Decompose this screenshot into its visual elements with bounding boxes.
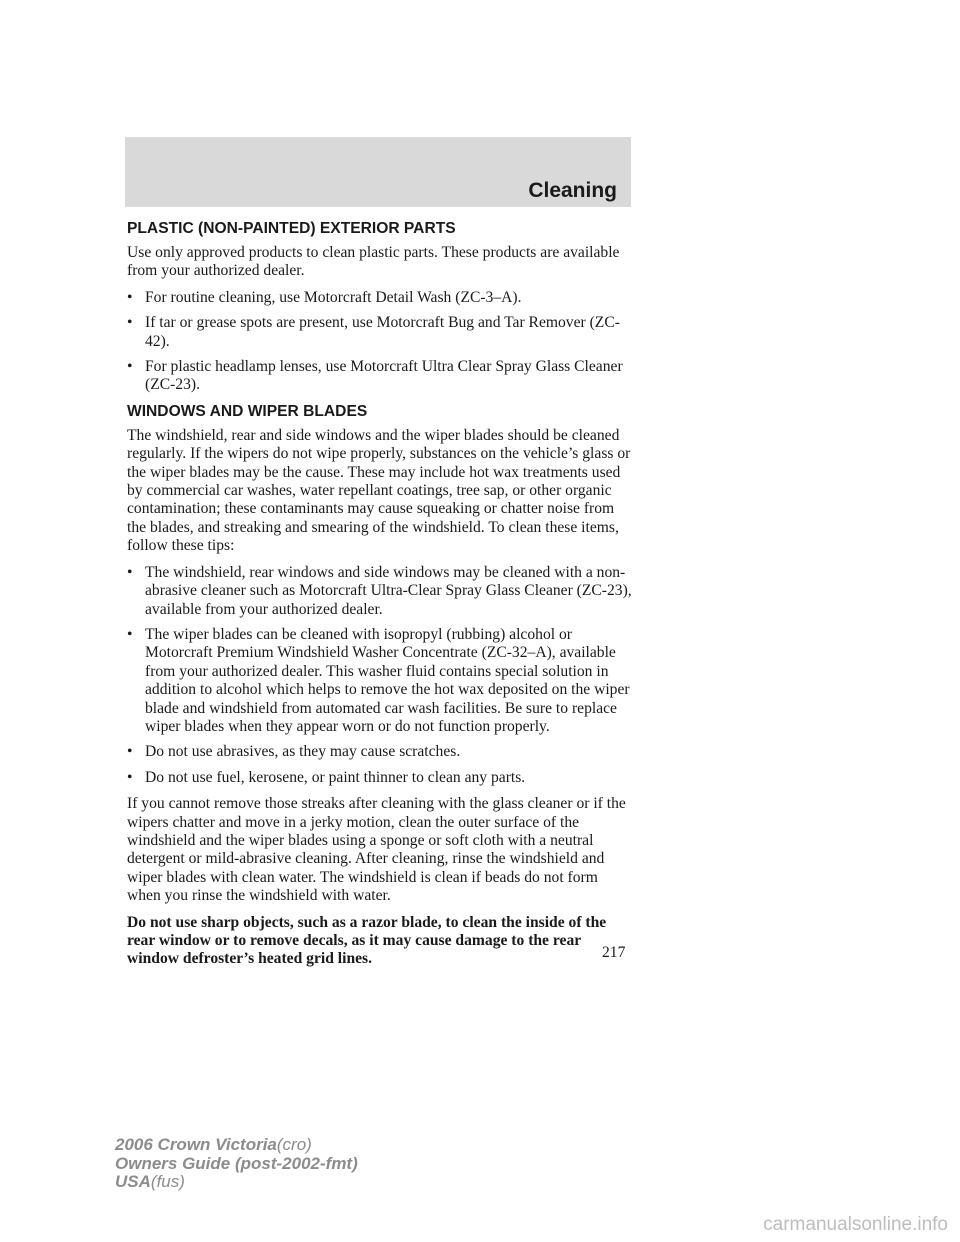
warning-text: Do not use sharp objects, such as a razor blade, to clean the inside of the rear window or to remove decals, as it may cause damage to the rear window defroster’s heated grid lines. — [127, 913, 607, 968]
list-item: • The wiper blades can be cleaned with isopropyl (rubbing) alcohol or Motorcraft Premium Windshield Washer Concentrate (ZC-32–A), available from your authorized dealer. This washer fluid contains special solution in addition to alcohol which helps to remove the hot wax deposited on the wiper blade and windshield from automated car wash facilities. Be sure to replace wiper blades when they appear worn or do not function properly. — [127, 625, 630, 735]
footer-guide: Owners Guide (post-2002-fmt) — [115, 1153, 358, 1173]
watermark: carmanualsonline.info — [763, 1214, 948, 1235]
list-item: • If tar or grease spots are present, use Motorcraft Bug and Tar Remover (ZC-42). — [127, 314, 620, 350]
heading-windows-wipers: WINDOWS AND WIPER BLADES — [127, 402, 368, 420]
footer-market-code: (fus) — [150, 1172, 185, 1191]
page-number: 217 — [602, 944, 626, 961]
heading-plastic-parts: PLASTIC (NON-PAINTED) EXTERIOR PARTS — [127, 220, 456, 237]
paragraph-windows-closing: If you cannot remove those streaks after cleaning with the glass cleaner or if the wipers chatter and move in a jerky motion, clean the outer surface of the windshield and the wiper blades using a sponge or soft cloth with a neutral detergent or mild-abrasive cleaning. After cleaning, rinse the windshield and wiper blades with clean water. The windshield is clean if beads do not form when you rinse the windshield with water. — [127, 795, 626, 905]
bullet-icon: • — [127, 563, 133, 581]
footer-model: 2006 Crown Victoria — [115, 1135, 277, 1154]
footer-market: USA — [115, 1172, 151, 1191]
page-content — [127, 220, 635, 977]
bullet-icon: • — [127, 288, 133, 306]
bullet-list-plastic — [127, 289, 635, 395]
bullet-icon: • — [127, 358, 133, 376]
section-title: Cleaning — [528, 179, 617, 202]
bullet-icon: • — [127, 625, 133, 643]
list-item: • For routine cleaning, use Motorcraft Detail Wash (ZC-3–A). — [127, 288, 522, 306]
paragraph-plastic-intro: Use only approved products to clean plastic parts. These products are available from your authorized dealer. — [127, 244, 620, 280]
footer-model-code: (cro) — [276, 1135, 312, 1154]
section-header-band — [125, 137, 631, 207]
bullet-icon: • — [127, 314, 133, 332]
list-item: • The windshield, rear windows and side windows may be cleaned with a non-abrasive cleaner such as Motorcraft Ultra-Clear Spray Glass Cleaner (ZC-23), available from your authorized dealer. — [127, 563, 632, 618]
document-footer — [115, 1136, 358, 1192]
list-item: • For plastic headlamp lenses, use Motorcraft Ultra Clear Spray Glass Cleaner (ZC-23). — [127, 358, 623, 394]
list-item: • Do not use abrasives, as they may cause scratches. — [127, 743, 461, 761]
bullet-icon: • — [127, 768, 133, 786]
list-item: • Do not use fuel, kerosene, or paint thinner to clean any parts. — [127, 768, 526, 786]
bullet-icon: • — [127, 743, 133, 761]
paragraph-windows-intro: The windshield, rear and side windows and the wiper blades should be cleaned regularly. If the wipers do not wipe properly, substances on the vehicle’s glass or the wiper blades may be the cause. These may include hot wax treatments used by commercial car washes, water repellant coatings, tree sap, or other organic contamination; these contaminants may cause squeaking or chatter noise from the blades, and streaking and smearing of the windshield. To clean these items, follow these tips: — [127, 426, 631, 555]
bullet-list-windows — [127, 564, 635, 787]
